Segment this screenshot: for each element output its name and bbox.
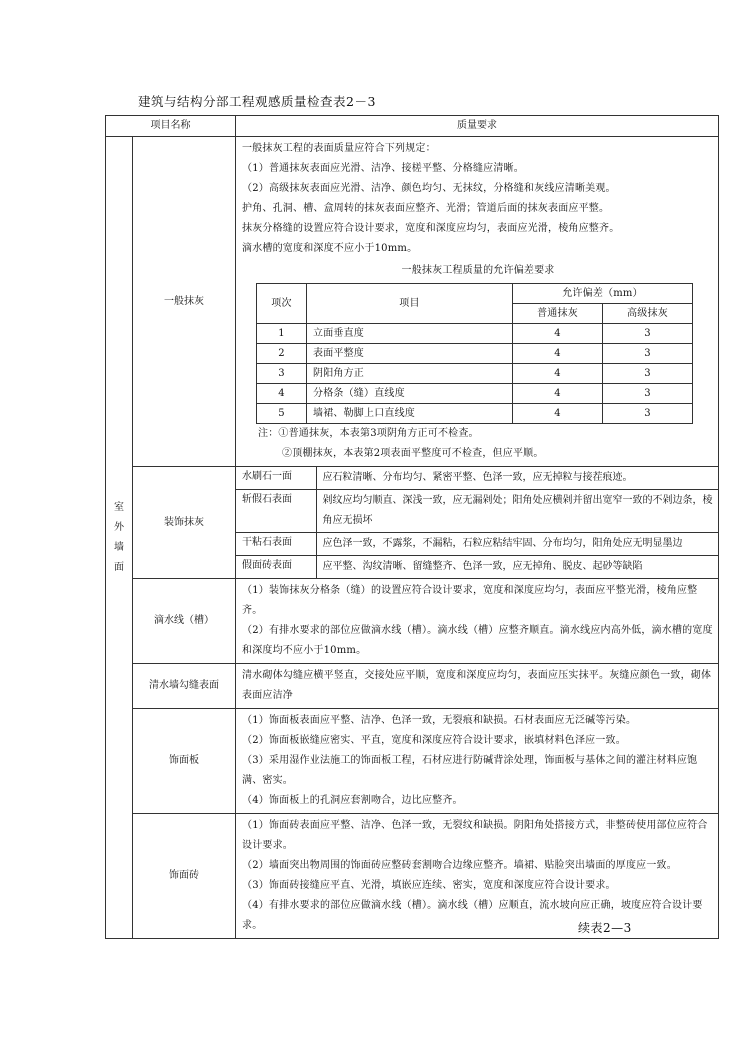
tol-no: 5 (257, 404, 307, 424)
tol-item: 表面平整度 (307, 344, 513, 364)
section-label-char: 墙 (114, 541, 124, 553)
header-quality: 质量要求 (236, 116, 719, 137)
requirement-line: （1）普通抹灰表面应光滑、洁净、接槎平整、分格缝应清晰。 (242, 163, 524, 174)
decorative-item-text: 应平整、沟纹清晰、留缝整齐、色泽一致，应无掉角、脱皮、起砂等缺陷 (322, 561, 643, 572)
facing-brick-requirements (236, 814, 719, 939)
facing-brick-label: 饰面砖 (133, 814, 236, 939)
section-label (106, 137, 133, 939)
clear-wall-requirements (236, 664, 719, 709)
tol-item: 墙裙、勒脚上口直线度 (307, 404, 513, 424)
tol-high: 3 (603, 344, 693, 364)
section-label-text (106, 498, 132, 578)
tolerance-note-2: ②顶棚抹灰，本表第2项表面平整度可不检查，但应平顺。 (282, 448, 544, 459)
page-title: 建筑与结构分部工程观感质量检查表2－3 (138, 94, 376, 109)
tol-item: 立面垂直度 (307, 324, 513, 344)
table-row (236, 467, 718, 490)
decorative-item-name: 干粘石表面 (236, 533, 316, 556)
tol-header-no: 项次 (257, 284, 307, 324)
requirement-line: 护角、孔洞、槽、盒周转的抹灰表面应整齐、光滑；管道后面的抹灰表面应平整。 (242, 203, 610, 214)
tolerance-table-caption: 一般抹灰工程质量的允许偏差要求 (401, 265, 555, 276)
requirement-line: （2）高级抹灰表面应光滑、洁净、颜色均匀、无抹纹，分格缝和灰线应清晰美观。 (242, 183, 616, 194)
section-label-char: 面 (114, 561, 124, 573)
requirement-line: （4）饰面板上的孔洞应套割吻合，边比应整齐。 (242, 795, 463, 806)
tol-item: 阴阳角方正 (307, 364, 513, 384)
section-label-char: 室 (114, 501, 124, 513)
requirement-line: （2）有排水要求的部位应做滴水线（槽）。滴水线（槽）应整齐顺直。滴水线应内高外低，滴水槽的宽度和深度均不应小于10mm。 (242, 625, 713, 656)
table-row (257, 344, 693, 364)
tol-high: 3 (603, 404, 693, 424)
tol-header-normal: 普通抹灰 (513, 304, 603, 324)
requirement-line: （3）饰面砖接缝应平直、光滑，填嵌应连续、密实，宽度和深度应符合设计要求。 (242, 880, 616, 891)
decorative-item-name: 假面砖表面 (236, 556, 316, 579)
decorative-item-name: 斩假石表面 (236, 490, 316, 533)
tol-normal: 4 (513, 404, 603, 424)
requirement-line: （2）饰面板嵌缝应密实、平直，宽度和深度应符合设计要求，嵌填材料色泽应一致。 (242, 735, 626, 746)
table-row (257, 404, 693, 424)
general-plaster-requirements (236, 137, 719, 467)
requirement-line: 抹灰分格缝的设置应符合设计要求，宽度和深度应均匀，表面应光滑，棱角应整齐。 (242, 223, 620, 234)
tol-high: 3 (603, 384, 693, 404)
requirement-line: （3）采用湿作业法施工的饰面板工程，石材应进行防碱背涂处理，饰面板与基体之间的灌注材料应饱满、密实。 (242, 755, 698, 786)
tol-header-high: 高级抹灰 (603, 304, 693, 324)
tolerance-table (256, 283, 693, 424)
general-plaster-label: 一般抹灰 (133, 137, 236, 467)
table-row (257, 364, 693, 384)
tol-header-item: 项目 (307, 284, 513, 324)
tol-no: 4 (257, 384, 307, 404)
tol-high: 3 (603, 324, 693, 344)
tol-no: 3 (257, 364, 307, 384)
table-row (257, 384, 693, 404)
tol-high: 3 (603, 364, 693, 384)
drip-line-label: 滴水线（槽） (133, 579, 236, 664)
decorative-plaster-requirements (236, 467, 719, 579)
drip-line-requirements (236, 579, 719, 664)
tol-normal: 4 (513, 344, 603, 364)
requirement-line: （1）装饰抹灰分格条（缝）的设置应符合设计要求，宽度和深度应均匀，表面应平整光滑，棱角应整齐。 (242, 585, 698, 616)
decorative-item-name: 水刷石一面 (236, 467, 316, 490)
tol-header-tolerance: 允许偏差（mm） (513, 284, 693, 304)
requirement-line: （1）饰面板表面应平整、洁净、色泽一致，无裂痕和缺损。石材表面应无泛碱等污染。 (242, 715, 637, 726)
requirement-line: （4）有排水要求的部位应做滴水线（槽）。滴水线（槽）应顺直，流水坡向应正确，坡度应符合设计要求。 (242, 900, 703, 931)
table-row (236, 533, 718, 556)
tol-no: 1 (257, 324, 307, 344)
table-row (236, 490, 718, 533)
clear-wall-label: 清水墙勾缝表面 (133, 664, 236, 709)
section-label-char: 外 (114, 521, 124, 533)
decorative-plaster-table (236, 467, 718, 578)
continued-label: 续表2—3 (578, 921, 632, 935)
inspection-table (105, 115, 719, 939)
requirement-line: 滴水槽的宽度和深度不应小于10mm。 (242, 243, 418, 254)
decorative-item-text: 应石粒清晰、分布均匀、紧密平整、色泽一致，应无掉粒与接茬痕迹。 (316, 467, 718, 490)
decorative-plaster-label: 装饰抹灰 (133, 467, 236, 579)
facing-panel-label: 饰面板 (133, 709, 236, 814)
tol-normal: 4 (513, 324, 603, 344)
header-item-name: 项目名称 (106, 116, 236, 137)
tol-normal: 4 (513, 384, 603, 404)
decorative-item-text: 剁纹应均匀顺直、深浅一致，应无漏剁处；阳角处应横剁并留出宽窄一致的不剁边条，棱角应无损坏 (316, 490, 718, 533)
facing-panel-requirements (236, 709, 719, 814)
tol-normal: 4 (513, 364, 603, 384)
requirement-line: （2）墙面突出物周围的饰面砖应整砖套割吻合边缘应整齐。墙裙、贴脸突出墙面的厚度应一致。 (242, 860, 677, 871)
tol-item: 分格条（缝）直线度 (307, 384, 513, 404)
tolerance-note-1: 注：①普通抹灰，本表第3项阴角方正可不检查。 (258, 428, 479, 439)
requirement-line: 清水砌体勾缝应横平竖直，交接处应平顺，宽度和深度应均匀，表面应压实抹平。灰缝应颜色一致，砌体表面应洁净 (242, 670, 712, 701)
decorative-item-text: 应色泽一致，不露浆，不漏粘，石粒应粘结牢固、分布均匀，阳角处应无明显墨边 (316, 533, 718, 556)
requirement-line: （1）饰面砖表面应平整、洁净、色泽一致，无裂纹和缺损。阴阳角处搭接方式，非整砖使用部位应符合设计要求。 (242, 820, 708, 851)
table-row (236, 556, 718, 579)
tol-no: 2 (257, 344, 307, 364)
table-row (257, 324, 693, 344)
requirement-line: 一般抹灰工程的表面质量应符合下列规定： (242, 143, 436, 154)
